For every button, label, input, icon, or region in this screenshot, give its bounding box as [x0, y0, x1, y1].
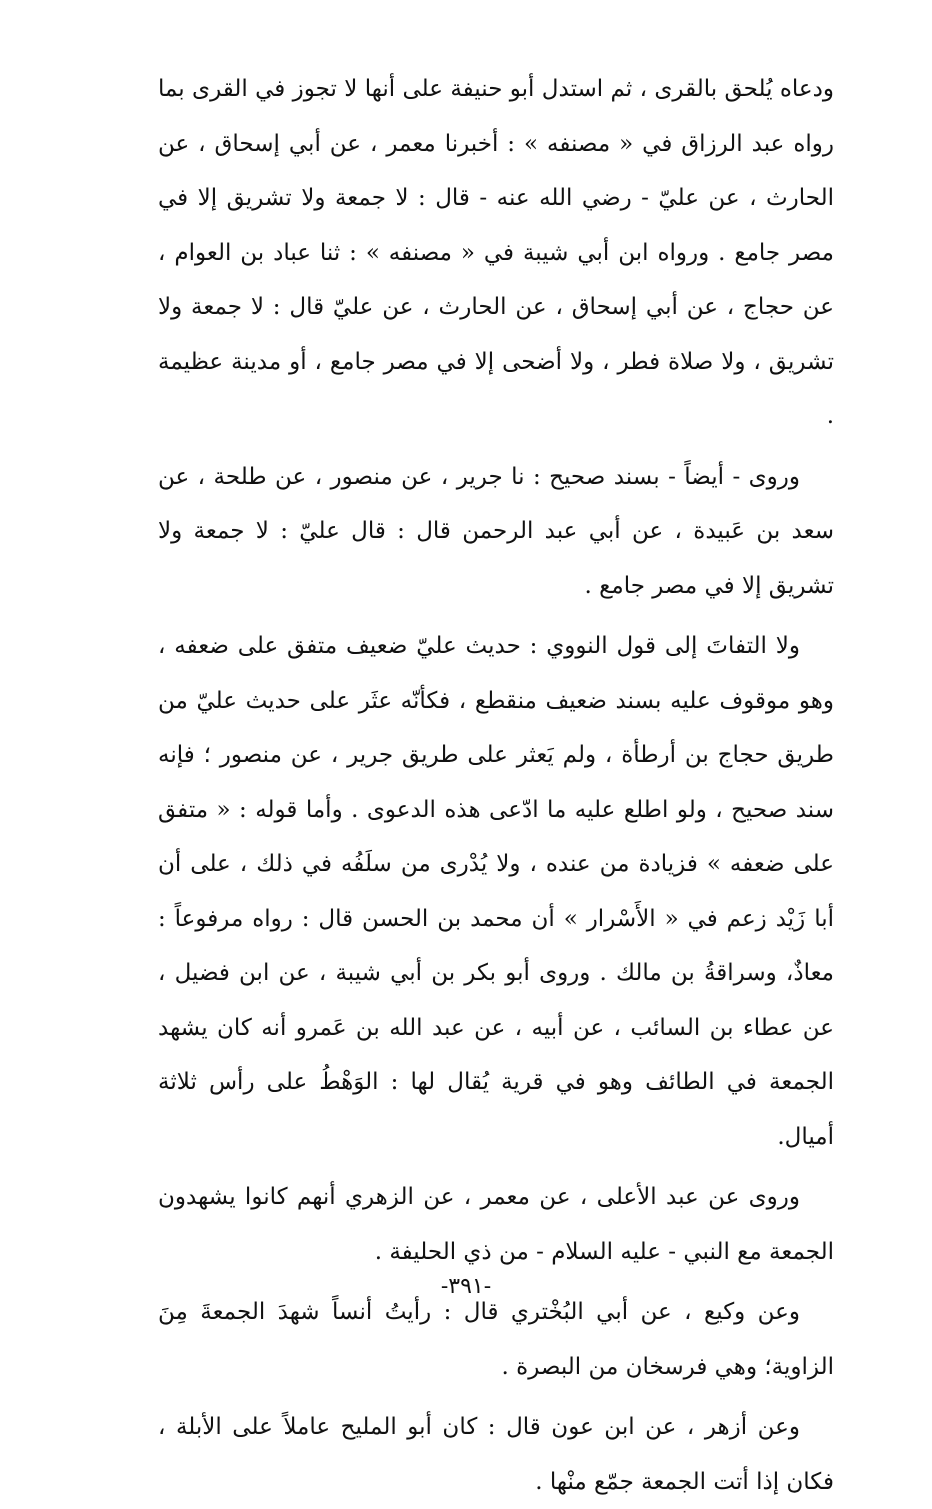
paragraph-5: وعن وكيع ، عن أبي البُخْتري قال : رأيتُ أنساً شهدَ الجمعةَ مِنَ الزاوية؛ وهي فرسخان من البصرة .: [158, 1299, 834, 1380]
paragraph-1: ودعاه يُلحق بالقرى ، ثم استدل أبو حنيفة على أنها لا تجوز في القرى بما رواه عبد الرزاق في « مصنفه » : أخبرنا معمر ، عن أبي إسحاق ، عن الحارث ، عن عليّ - رضي الله عنه - قال : لا جمعة ولا تشريق إلا في مصر جامع . ورواه ابن أبي شيبة في « مصنفه » : ثنا عباد بن العوام ، عن حجاج ، عن أبي إسحاق ، عن الحارث ، عن عليّ قال : لا جمعة ولا تشريق ، ولا صلاة فطر ، ولا أضحى إلا في مصر جامع ، أو مدينة عظيمة .: [158, 76, 834, 429]
paragraph-2: وروى - أيضاً - بسند صحيح : نا جرير ، عن منصور ، عن طلحة ، عن سعد بن عَبيدة ، عن أبي عبد الرحمن قال : قال عليّ : لا جمعة ولا تشريق إلا في مصر جامع .: [158, 463, 834, 599]
paragraph-3: ولا التفاتَ إلى قول النووي : حديث عليّ ضعيف متفق على ضعفه ، وهو موقوف عليه بسند ضعيف منقطع ، فكأنّه عثَر على حديث عليّ من طريق حجاج بن أرطأة ، ولم يَعثر على طريق جرير ، عن منصور ؛ فإنه سند صحيح ، ولو اطلع عليه ما ادّعى هذه الدعوى . وأما قوله : « متفق على ضعفه » فزيادة من عنده ، ولا يُدْرى من سلَفُه في ذلك ، على أن أبا زَيْد زعم في « الأَسْرار » أن محمد بن الحسن قال : رواه مرفوعاً : معاذٌ، وسراقةُ بن مالك . وروى أبو بكر بن أبي شيبة ، عن ابن فضيل ، عن عطاء بن السائب ، عن أبيه ، عن عبد الله بن عَمرو أنه كان يشهد الجمعة في الطائف وهو في قرية يُقال لها : الوَهْطُ على رأس ثلاثة أميال.: [158, 633, 834, 1150]
page-number: -٣٩١-: [440, 1274, 492, 1299]
paragraph-6: وعن أزهر ، عن ابن عون قال : كان أبو المليح عاملاً على الأبلة ، فكان إذا أتت الجمعة جمّع منْها .: [158, 1414, 834, 1495]
paragraph-4: وروى عن عبد الأعلى ، عن معمر ، عن الزهري أنهم كانوا يشهدون الجمعة مع النبي - عليه السلام - من ذي الحليفة .: [158, 1184, 834, 1265]
